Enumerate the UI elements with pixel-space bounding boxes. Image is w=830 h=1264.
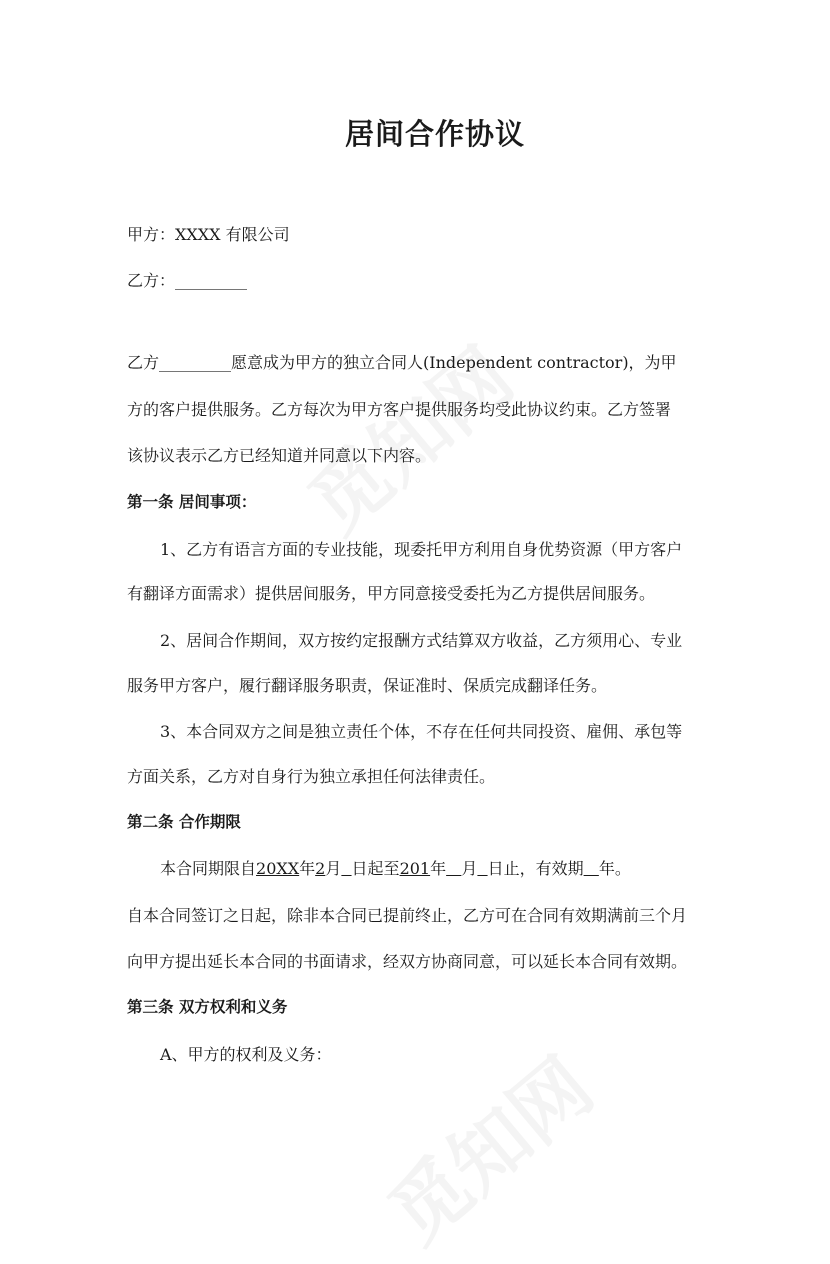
- article1-item: 方面关系，乙方对自身行为独立承担任何法律责任。: [127, 767, 496, 786]
- article1-heading: 第一条 居间事项：: [127, 493, 257, 511]
- term-text: 日起至: [351, 859, 400, 878]
- term-text: 年: [299, 859, 316, 878]
- document-title: 居间合作协议: [344, 117, 525, 151]
- watermark: [361, 1028, 612, 1264]
- end-year: 201: [399, 859, 431, 878]
- term-line: [160, 856, 631, 879]
- start-day: [341, 859, 351, 878]
- term-text: 月: [325, 859, 342, 878]
- article1-item: 服务甲方客户，履行翻译服务职责，保证准时、保质完成翻译任务。: [127, 676, 608, 695]
- article3-heading: 第三条 双方权利和义务: [127, 998, 288, 1016]
- term-text: 年: [430, 859, 447, 878]
- intro-line: 方的客户提供服务。乙方每次为甲方客户提供服务均受此协议约束。乙方签署: [127, 400, 672, 419]
- party-a: 甲方：XXXX 有限公司: [127, 225, 290, 244]
- term-text: 月: [461, 859, 478, 878]
- end-day: [477, 859, 487, 878]
- article1-item: 2、居间合作期间，双方按约定报酬方式结算双方收益，乙方须用心、专业: [160, 631, 683, 650]
- term-text: 年。: [598, 859, 631, 878]
- valid-years: [584, 859, 599, 878]
- start-month: 2: [315, 859, 326, 878]
- intro-line: 乙方_________愿意成为甲方的独立合同人(Independent contractor)，为甲: [127, 353, 677, 372]
- article2-heading: 第二条 合作期限: [127, 813, 241, 831]
- article1-item: 有翻译方面需求）提供居间服务，甲方同意接受委托为乙方提供居间服务。: [127, 584, 656, 603]
- party-b: 乙方：_________: [127, 271, 248, 290]
- article1-item: 1、乙方有语言方面的专业技能，现委托甲方利用自身优势资源（甲方客户: [160, 540, 683, 559]
- article1-item: 3、本合同双方之间是独立责任个体，不存在任何共同投资、雇佣、承包等: [160, 722, 683, 741]
- article2-line: 自本合同签订之日起，除非本合同已提前终止，乙方可在合同有效期满前三个月: [127, 906, 688, 925]
- term-text: 日止，有效期: [487, 859, 584, 878]
- start-year: 20XX: [256, 859, 300, 878]
- term-text: 本合同期限自: [160, 859, 257, 878]
- intro-line: 该协议表示乙方已经知道并同意以下内容。: [127, 446, 432, 465]
- article2-line: 向甲方提出延长本合同的书面请求，经双方协商同意，可以延长本合同有效期。: [127, 952, 688, 971]
- end-month: [446, 859, 461, 878]
- article3-sub-a: A、甲方的权利及义务：: [160, 1045, 332, 1064]
